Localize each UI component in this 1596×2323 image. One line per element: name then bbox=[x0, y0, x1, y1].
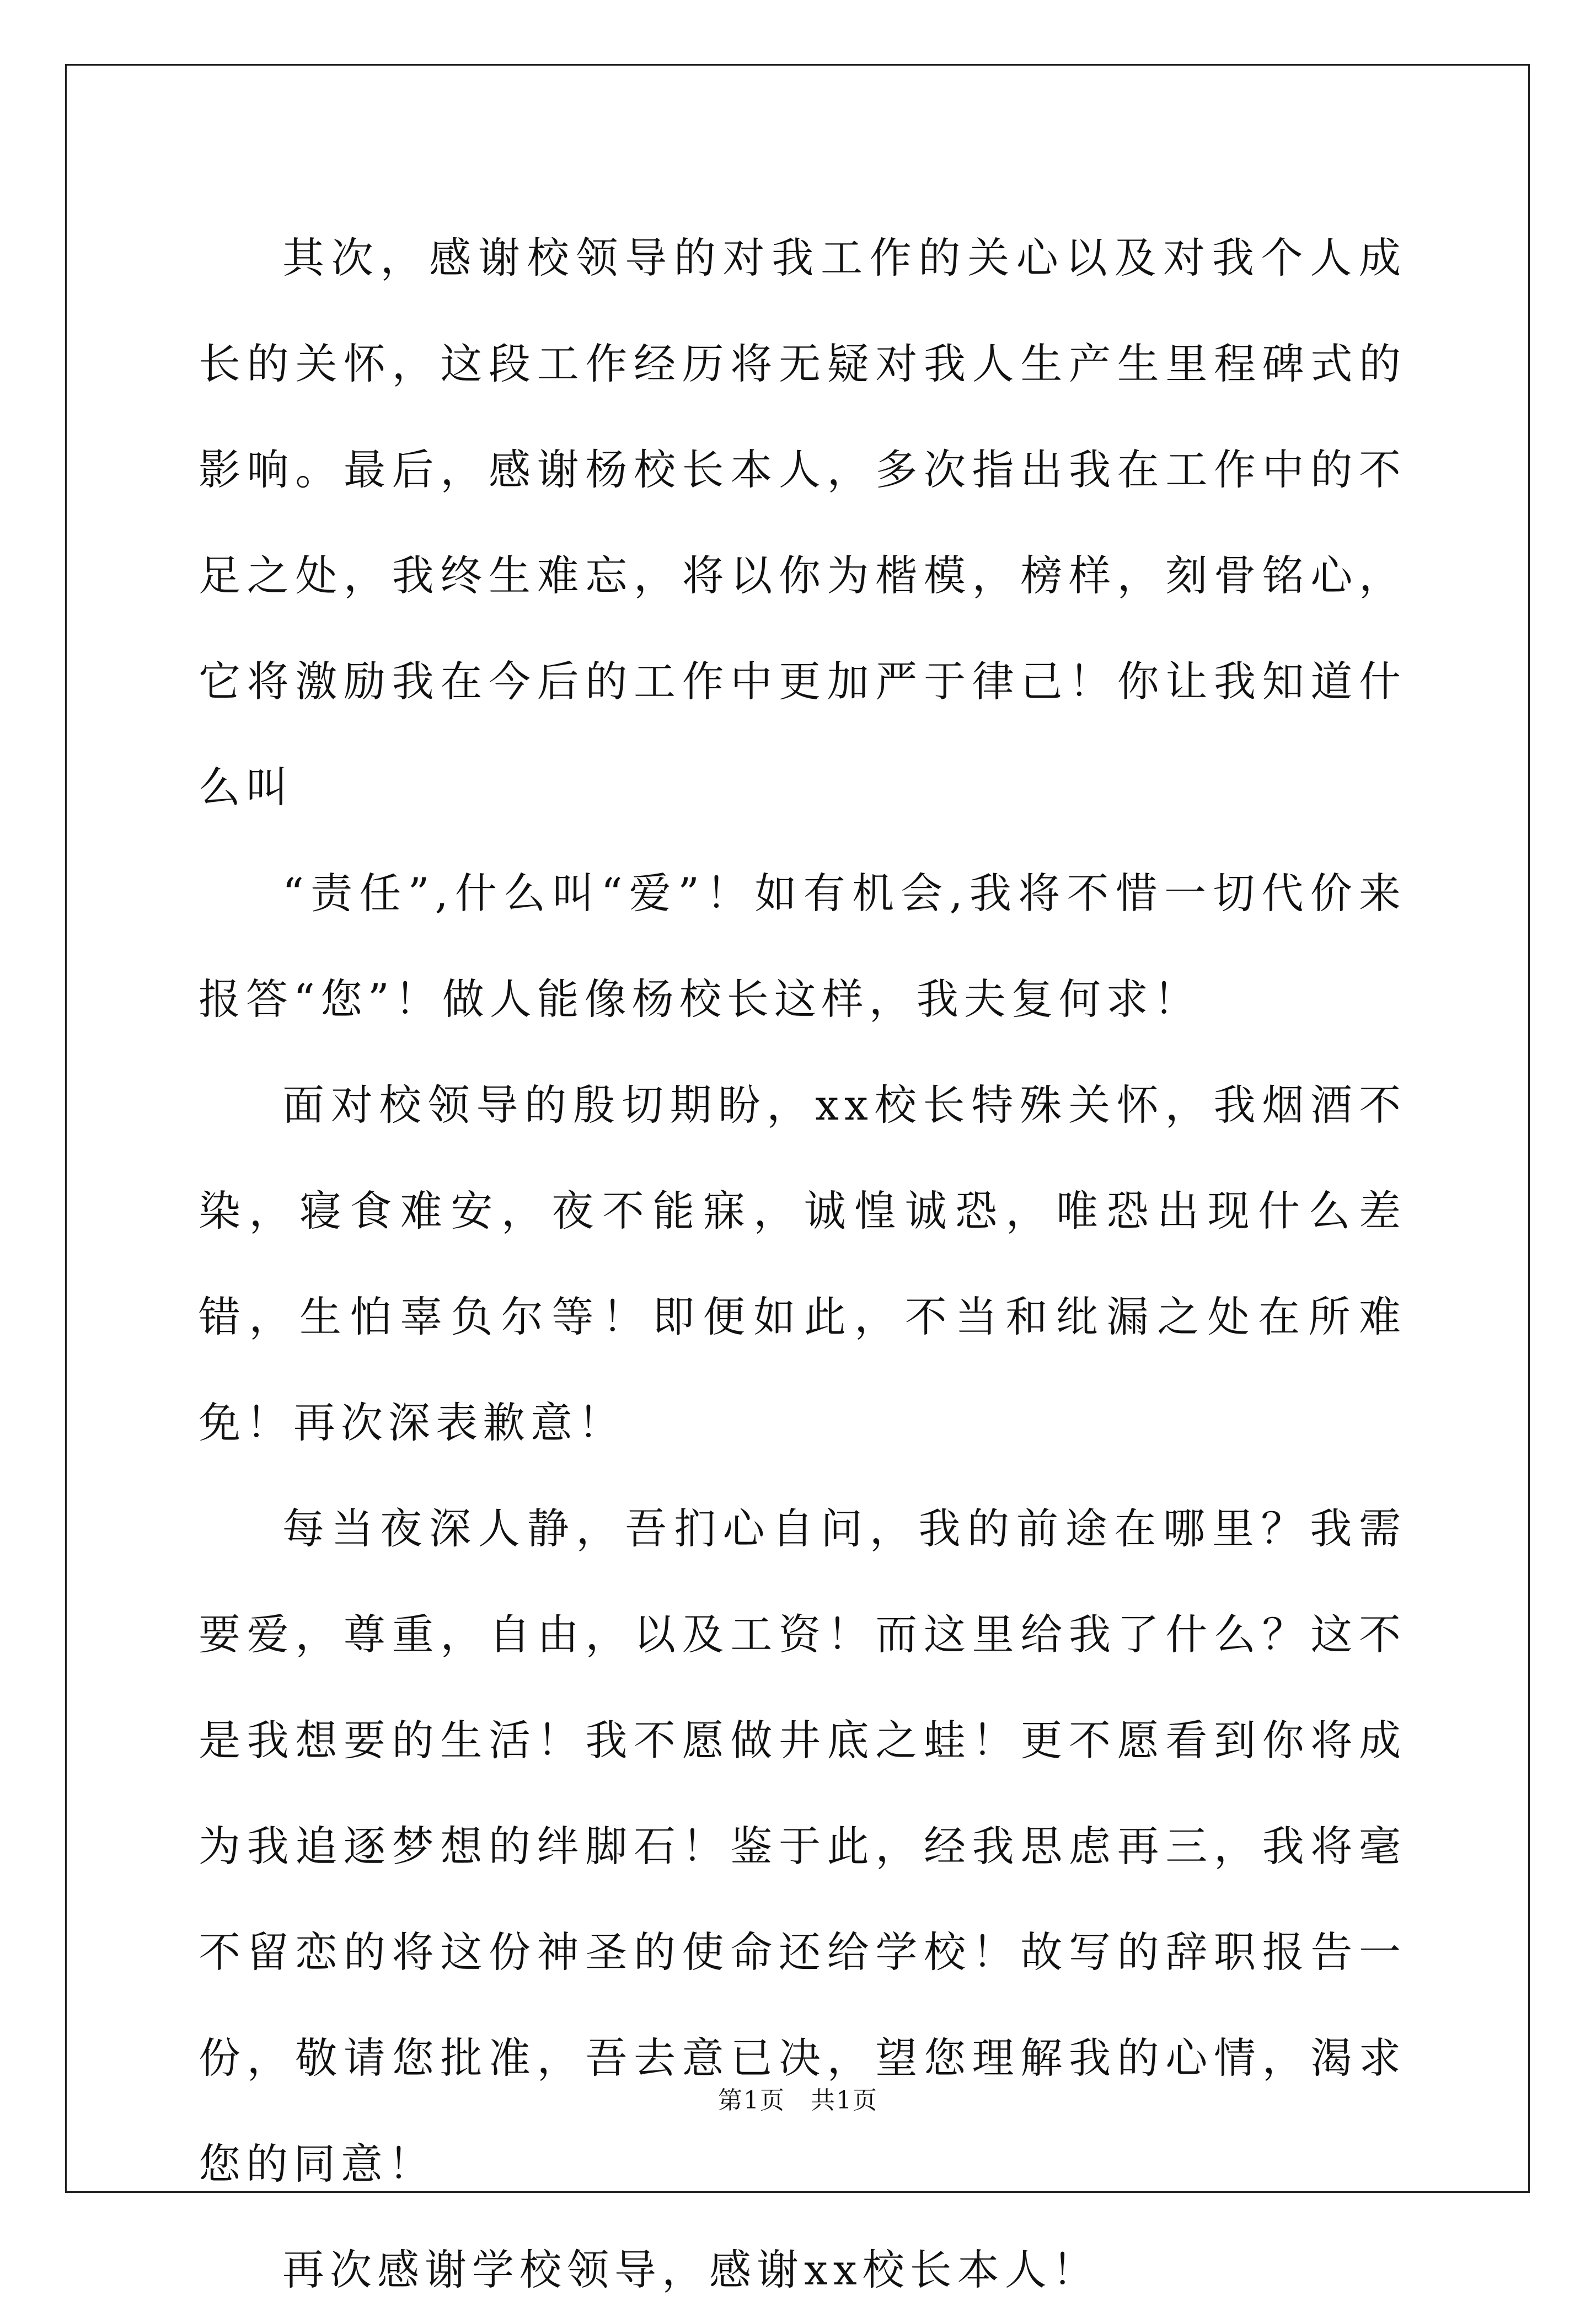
paragraph-1: 其次，感谢校领导的对我工作的关心以及对我个人成长的关怀，这段工作经历将无疑对我人生产生里程碑式的影响。最后，感谢杨校长本人，多次指出我在工作中的不足之处，我终生难忘，将以你为楷模，榜样，刻骨铭心，它将激励我在今后的工作中更加严于律己！你让我知道什么叫 bbox=[199, 233, 1406, 812]
document-body bbox=[199, 205, 1406, 2323]
paragraph-2: “责任”,什么叫“爱”！如有机会,我将不惜一切代价来报答“您”！做人能像杨校长这样，我夫复何求！ bbox=[199, 869, 1406, 1024]
paragraph-4: 每当夜深人静，吾扪心自问，我的前途在哪里？我需要爱，尊重，自由，以及工资！而这里给我了什么？这不是我想要的生活！我不愿做井底之蛙！更不愿看到你将成为我追逐梦想的绊脚石！鉴于此，经我思虑再三，我将毫不留恋的将这份神圣的使命还给学校！故写的辞职报告一份，敬请您批准，吾去意已决，望您理解我的心情，渴求您的同意！ bbox=[199, 1504, 1406, 2188]
paragraph-3: 面对校领导的殷切期盼，xx校长特殊关怀，我烟酒不染，寝食难安，夜不能寐，诚惶诚恐，唯恐出现什么差错，生怕辜负尔等！即便如此，不当和纰漏之处在所难免！再次深表歉意！ bbox=[199, 1080, 1406, 1447]
paragraph-5: 再次感谢学校领导，感谢xx校长本人！ bbox=[282, 2245, 1100, 2294]
page-footer: 第1页 共1页 bbox=[718, 2086, 878, 2115]
